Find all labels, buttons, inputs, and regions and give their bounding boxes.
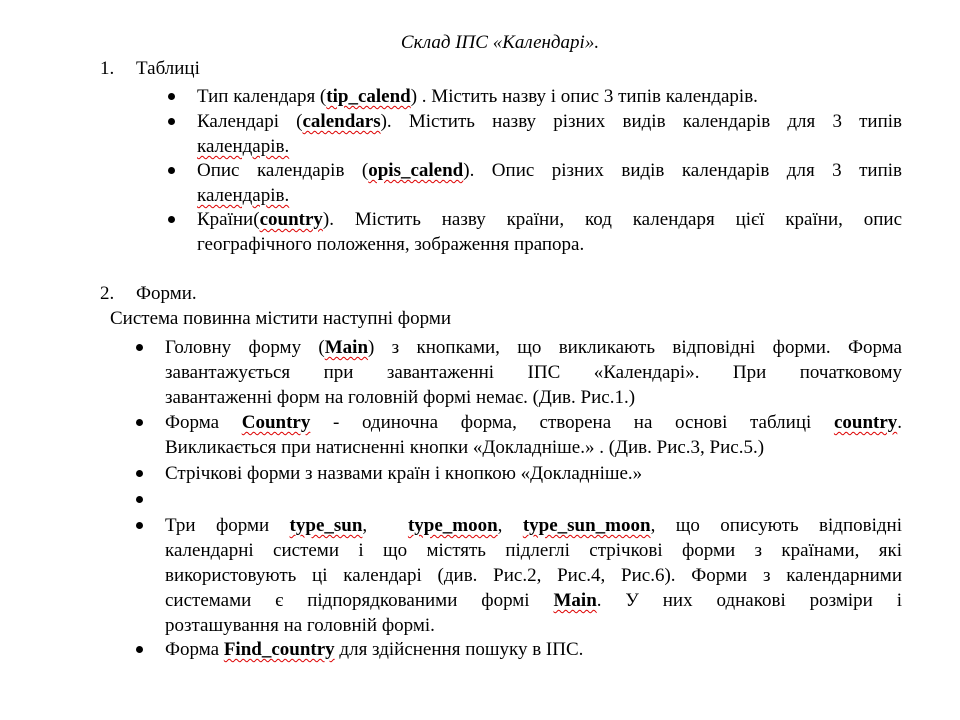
bullet-icon xyxy=(136,419,143,426)
bullet-icon xyxy=(136,522,143,529)
section-2-title: Форми. xyxy=(136,283,197,304)
list-item: Форма Country - одиночна форма, створена на основі таблиці country. Викликається при натисненні кнопки «Докладніше.» . (Див. Рис.3, Рис.5.) xyxy=(136,410,902,460)
bullet-icon xyxy=(136,496,143,503)
form-name: type_sun_moon xyxy=(522,515,651,536)
table-name: calendars xyxy=(302,111,381,132)
form-name: Country xyxy=(241,412,311,433)
list-item: Стрічкові форми з назвами країн і кнопкою «Докладніше.» xyxy=(136,461,902,486)
table-name: tip_calend xyxy=(326,86,411,107)
table-name: opis_calend xyxy=(368,160,464,181)
list-item xyxy=(136,487,902,512)
table-name: country xyxy=(259,209,323,230)
bullet-icon xyxy=(136,470,143,477)
section-1-heading xyxy=(100,58,200,80)
bullet-icon xyxy=(136,344,143,351)
list-item: Опис календарів (opis_calend). Опис різних видів календарів для 3 типів календарів. xyxy=(168,158,902,208)
section-1-number: 1. xyxy=(100,58,115,79)
list-item: Форма Find_country для здійснення пошуку в ІПС. xyxy=(136,637,902,662)
bullet-icon xyxy=(136,646,143,653)
bullet-icon xyxy=(168,216,175,223)
list-item: Календарі (calendars). Містить назву різних видів календарів для 3 типів календарів. xyxy=(168,109,902,159)
section-2-intro: Система повинна містити наступні форми xyxy=(110,308,452,329)
form-name: type_moon xyxy=(407,515,498,536)
bullet-icon xyxy=(168,93,175,100)
form-name: Main xyxy=(324,337,369,358)
bullet-icon xyxy=(168,167,175,174)
list-item: Тип календаря (tip_calend) . Містить назву і опис 3 типів календарів. xyxy=(168,84,902,109)
form-name: Find_country xyxy=(223,639,335,660)
form-name: Main xyxy=(553,590,597,611)
section-2-number: 2. xyxy=(100,283,115,304)
section-2-heading xyxy=(100,283,197,305)
list-item: Головну форму (Main) з кнопками, що викликають відповідні форми. Форма завантажується при завантаженні ІПС «Календарі». При початковому завантаженні форм на головній формі немає. (Див. Рис.1.) xyxy=(136,335,902,410)
bullet-icon xyxy=(168,118,175,125)
table-name: country xyxy=(833,412,898,433)
list-item: Три форми type_sun, type_moon, type_sun_moon, що описують відповідні календарні системи і що містять підлеглі стрічкові форми з країнами, які використовують ці календарі (див. Рис.2, Рис.4, Рис.6). Форми з календарними системами є підпорядкованими формі Main. У них однакові розміри і розташування на головній формі. xyxy=(136,513,902,638)
list-item: Країни(country). Містить назву країни, код календаря цієї країни, опис географічного положення, зображення прапора. xyxy=(168,207,902,257)
page-title: Склад ІПС «Календарі». xyxy=(400,32,600,53)
form-name: type_sun xyxy=(289,515,363,536)
section-1-title: Таблиці xyxy=(136,58,200,79)
